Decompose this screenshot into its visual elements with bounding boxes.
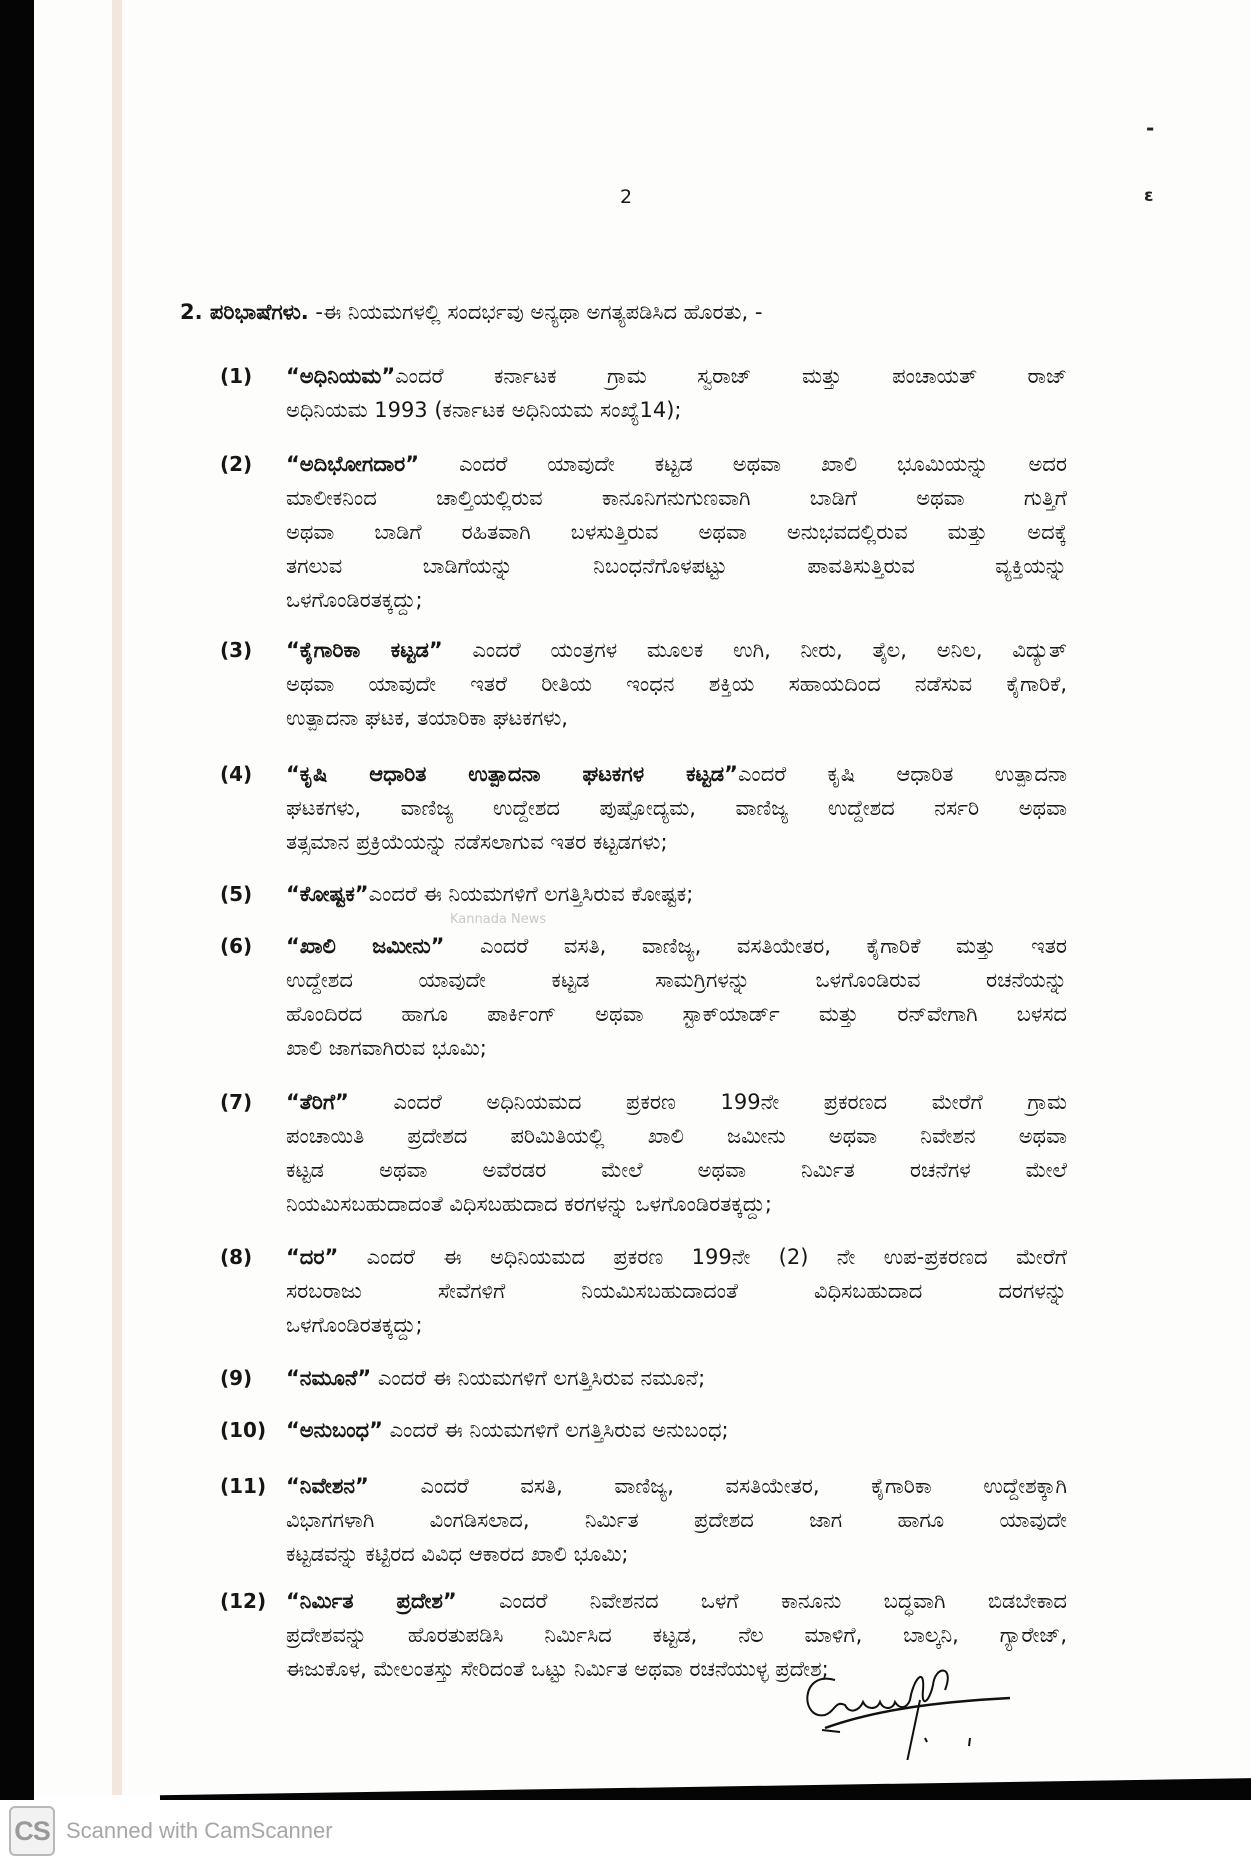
definition-line: ಅಥವಾ ಯಾವುದೇ ಇತರೆ ರೀತಿಯ ಇಂಧನ ಶಕ್ತಿಯ ಸಹಾಯದಿಂದ ನಡೆಸುವ ಕೈಗಾರಿಕೆ, <box>286 672 1067 696</box>
definition-text: ಎಂದರೆ ಈ ನಿಯಮಗಳಿಗೆ ಲಗತ್ತಿಸಿರುವ ಅನುಬಂಧ; <box>382 1418 729 1442</box>
definition-number: (11) <box>220 1474 267 1498</box>
definition-number: (3) <box>220 638 253 662</box>
scan-mark: ɛ <box>1144 186 1154 206</box>
definition-number: (6) <box>220 934 253 958</box>
definition-text: ಎಂದರೆ ನಿವೇಶನದ ಒಳಗೆ ಕಾನೂನು ಬದ್ಧವಾಗಿ ಬಿಡಬೇಕಾದ <box>456 1589 1067 1613</box>
definition-term: “ದರ” <box>286 1245 339 1269</box>
definition-line <box>286 1361 1067 1395</box>
definition-number: (12) <box>220 1589 267 1613</box>
definition-line: ಮಾಲೀಕನಿಂದ ಚಾಲ್ತಿಯಲ್ಲಿರುವ ಕಾನೂನಿಗನುಗುಣವಾಗಿ ಬಾಡಿಗೆ ಅಥವಾ ಗುತ್ತಿಗೆ <box>286 486 1067 510</box>
definition-line: ಪಂಚಾಯಿತಿ ಪ್ರದೇಶದ ಪರಿಮಿತಿಯಲ್ಲಿ ಖಾಲಿ ಜಮೀನು ಅಥವಾ ನಿವೇಶನ ಅಥವಾ <box>286 1124 1067 1148</box>
definition-line: ಉತ್ಪಾದನಾ ಘಟಕ, ತಯಾರಿಕಾ ಘಟಕಗಳು, <box>286 706 568 730</box>
definition-line <box>286 1413 1067 1447</box>
definition-line: ಕಟ್ಟಡ ಅಥವಾ ಅವೆರಡರ ಮೇಲೆ ಅಥವಾ ನಿರ್ಮಿತ ರಚನೆಗಳ ಮೇಲೆ <box>286 1158 1067 1182</box>
definition-line: ಈಜುಕೊಳ, ಮೇಲಂತಸ್ತು ಸೇರಿದಂತೆ ಒಟ್ಟು ನಿರ್ಮಿತ ಅಥವಾ ರಚನೆಯುಳ್ಳ ಪ್ರದೇಶ; <box>286 1657 829 1681</box>
definition-number: (5) <box>220 882 253 906</box>
definition-line <box>286 929 1067 963</box>
definition-line: ವಿಭಾಗಗಳಾಗಿ ವಿಂಗಡಿಸಲಾದ, ನಿರ್ಮಿತ ಪ್ರದೇಶದ ಜಾಗ ಹಾಗೂ ಯಾವುದೇ <box>286 1508 1067 1532</box>
definition-number: (10) <box>220 1418 267 1442</box>
definition-term: “ನಮೂನೆ” <box>286 1366 372 1390</box>
definition-line: ಒಳಗೊಂಡಿರತಕ್ಕದ್ದು; <box>286 1313 423 1337</box>
section-heading-text: -ಈ ನಿಯಮಗಳಲ್ಲಿ ಸಂದರ್ಭವು ಅನ್ಯಥಾ ಅಗತ್ಯಪಡಿಸಿದ ಹೊರತು, - <box>308 300 763 324</box>
definition-line <box>286 1584 1067 1618</box>
definition-line <box>286 757 1067 791</box>
definition-term: “ಅನುಬಂಧ” <box>286 1418 383 1442</box>
page-edge-shadow <box>112 0 122 1795</box>
definition-line: ಅಧಿನಿಯಮ 1993 (ಕರ್ನಾಟಕ ಅಧಿನಿಯಮ ಸಂಖ್ಯೆ14); <box>286 398 682 422</box>
definition-text: ಎಂದರೆ ಯಾವುದೇ ಕಟ್ಟಡ ಅಥವಾ ಖಾಲಿ ಭೂಮಿಯನ್ನು ಅದರ <box>419 452 1067 476</box>
definition-text: ಎಂದರೆ ಈ ನಿಯಮಗಳಿಗೆ ಲಗತ್ತಿಸಿರುವ ನಮೂನೆ; <box>371 1366 706 1390</box>
definition-line: ಅಥವಾ ಬಾಡಿಗೆ ರಹಿತವಾಗಿ ಬಳಸುತ್ತಿರುವ ಅಥವಾ ಅನುಭವದಲ್ಲಿರುವ ಮತ್ತು ಅದಕ್ಕೆ <box>286 520 1067 544</box>
definition-text: ಎಂದರೆ ವಸತಿ, ವಾಣಿಜ್ಯ, ವಸತಿಯೇತರ, ಕೈಗಾರಿಕಾ ಉದ್ದೇಶಕ್ಕಾಗಿ <box>368 1474 1067 1498</box>
page-number: 2 <box>620 186 633 208</box>
definition-term: “ನಿವೇಶನ” <box>286 1474 369 1498</box>
definition-line <box>286 447 1067 481</box>
definition-term: “ಅದಿಭೋಗದಾರ” <box>286 452 420 476</box>
section-heading <box>180 295 1060 329</box>
definition-line <box>286 877 1067 911</box>
definition-text: ಎಂದರೆ ವಸತಿ, ವಾಣಿಜ್ಯ, ವಸತಿಯೇತರ, ಕೈಗಾರಿಕೆ ಮತ್ತು ಇತರ <box>444 934 1067 958</box>
definition-line <box>286 1240 1067 1274</box>
definition-number: (2) <box>220 452 253 476</box>
camscanner-text: Scanned with CamScanner <box>66 1818 333 1843</box>
definition-line <box>286 359 1067 393</box>
camscanner-logo-icon: CS <box>9 1806 55 1856</box>
definition-term: “ತೆರಿಗೆ” <box>286 1090 349 1114</box>
definition-term: “ಕೋಷ್ಟಕ” <box>286 882 369 906</box>
scan-border-left <box>0 0 34 1800</box>
definition-text: ಎಂದರೆ ಈ ಅಧಿನಿಯಮದ ಪ್ರಕರಣ 199ನೇ (2) ನೇ ಉಪ-ಪ್ರಕರಣದ ಮೇರೆಗೆ <box>338 1245 1067 1269</box>
definition-line: ಹೊಂದಿರದ ಹಾಗೂ ಪಾರ್ಕಿಂಗ್ ಅಥವಾ ಸ್ಟಾಕ್‌ಯಾರ್ಡ್ ಮತ್ತು ರನ್‌ವೇಗಾಗಿ ಬಳಸದ <box>286 1002 1067 1026</box>
definition-line: ಖಾಲಿ ಜಾಗವಾಗಿರುವ ಭೂಮಿ; <box>286 1036 487 1060</box>
definition-line <box>286 1085 1067 1119</box>
definition-line <box>286 1469 1067 1503</box>
definition-term: “ಖಾಲಿ ಜಮೀನು” <box>286 934 445 958</box>
definition-line: ಉದ್ದೇಶದ ಯಾವುದೇ ಕಟ್ಟಡ ಸಾಮಗ್ರಿಗಳನ್ನು ಒಳಗೊಂಡಿರುವ ರಚನೆಯನ್ನು <box>286 968 1067 992</box>
definition-term: “ನಿರ್ಮಿತ ಪ್ರದೇಶ” <box>286 1589 457 1613</box>
definition-term: “ಕೈಗಾರಿಕಾ ಕಟ್ಟಡ” <box>286 638 443 662</box>
definition-line: ಸರಬರಾಜು ಸೇವೆಗಳಿಗೆ ನಿಯಮಿಸಬಹುದಾದಂತೆ ವಿಧಿಸಬಹುದಾದ ದರಗಳನ್ನು <box>286 1279 1067 1303</box>
signature <box>795 1660 1035 1760</box>
definition-line <box>286 633 1067 667</box>
definition-line: ಘಟಕಗಳು, ವಾಣಿಜ್ಯ ಉದ್ದೇಶದ ಪುಷ್ಪೋದ್ಯಮ, ವಾಣಿಜ್ಯ ಉದ್ದೇಶದ ನರ್ಸರಿ ಅಥವಾ <box>286 796 1067 820</box>
scan-mark: - <box>1146 116 1155 140</box>
definition-text: ಎಂದರೆ ಯಂತ್ರಗಳ ಮೂಲಕ ಉಗಿ, ನೀರು, ತೈಲ, ಅನಿಲ, ವಿದ್ಯುತ್ <box>442 638 1067 662</box>
definition-number: (4) <box>220 762 253 786</box>
watermark: Kannada News <box>450 912 547 927</box>
definition-line: ಪ್ರದೇಶವನ್ನು ಹೊರತುಪಡಿಸಿ ನಿರ್ಮಿಸಿದ ಕಟ್ಟಡ, ನೆಲ ಮಾಳಿಗೆ, ಬಾಲ್ಕನಿ, ಗ್ಯಾರೇಜ್, <box>286 1623 1067 1647</box>
definition-number: (8) <box>220 1245 253 1269</box>
definition-line: ನಿಯಮಿಸಬಹುದಾದಂತೆ ವಿಧಿಸಬಹುದಾದ ಕರಗಳನ್ನು ಒಳಗೊಂಡಿರತಕ್ಕದ್ದು; <box>286 1192 773 1216</box>
definition-text: ಎಂದರೆ ಕರ್ನಾಟಕ ಗ್ರಾಮ ಸ್ವರಾಜ್ ಮತ್ತು ಪಂಚಾಯತ್ ರಾಜ್ <box>395 364 1067 388</box>
definition-text: ಎಂದರೆ ಅಧಿನಿಯಮದ ಪ್ರಕರಣ 199ನೇ ಪ್ರಕರಣದ ಮೇರೆಗೆ ಗ್ರಾಮ <box>348 1090 1067 1114</box>
definition-line: ತಗಲುವ ಬಾಡಿಗೆಯನ್ನು ನಿಬಂಧನೆಗೊಳಪಟ್ಟು ಪಾವತಿಸುತ್ತಿರುವ ವ್ಯಕ್ತಿಯನ್ನು <box>286 554 1067 578</box>
definition-number: (7) <box>220 1090 253 1114</box>
definition-number: (9) <box>220 1366 253 1390</box>
definition-line: ತತ್ಸಮಾನ ಪ್ರಕ್ರಿಯೆಯನ್ನು ನಡೆಸಲಾಗುವ ಇತರ ಕಟ್ಟಡಗಳು; <box>286 830 668 854</box>
definition-number: (1) <box>220 364 253 388</box>
definition-line: ಒಳಗೊಂಡಿರತಕ್ಕದ್ದು; <box>286 588 423 612</box>
definition-text: ಎಂದರೆ ಈ ನಿಯಮಗಳಿಗೆ ಲಗತ್ತಿಸಿರುವ ಕೋಷ್ಟಕ; <box>368 882 694 906</box>
section-heading-label: 2. ಪರಿಭಾಷೆಗಳು. <box>180 300 309 324</box>
definition-text: ಎಂದರೆ ಕೃಷಿ ಆಧಾರಿತ ಉತ್ಪಾದನಾ <box>737 762 1067 786</box>
definition-term: “ಅಧಿನಿಯಮ” <box>286 364 396 388</box>
definition-term: “ಕೃಷಿ ಆಧಾರಿತ ಉತ್ಪಾದನಾ ಘಟಕಗಳ ಕಟ್ಟಡ” <box>286 762 738 786</box>
definition-line: ಕಟ್ಟಡವನ್ನು ಕಟ್ಟಿರದ ವಿವಿಧ ಆಕಾರದ ಖಾಲಿ ಭೂಮಿ; <box>286 1542 629 1566</box>
